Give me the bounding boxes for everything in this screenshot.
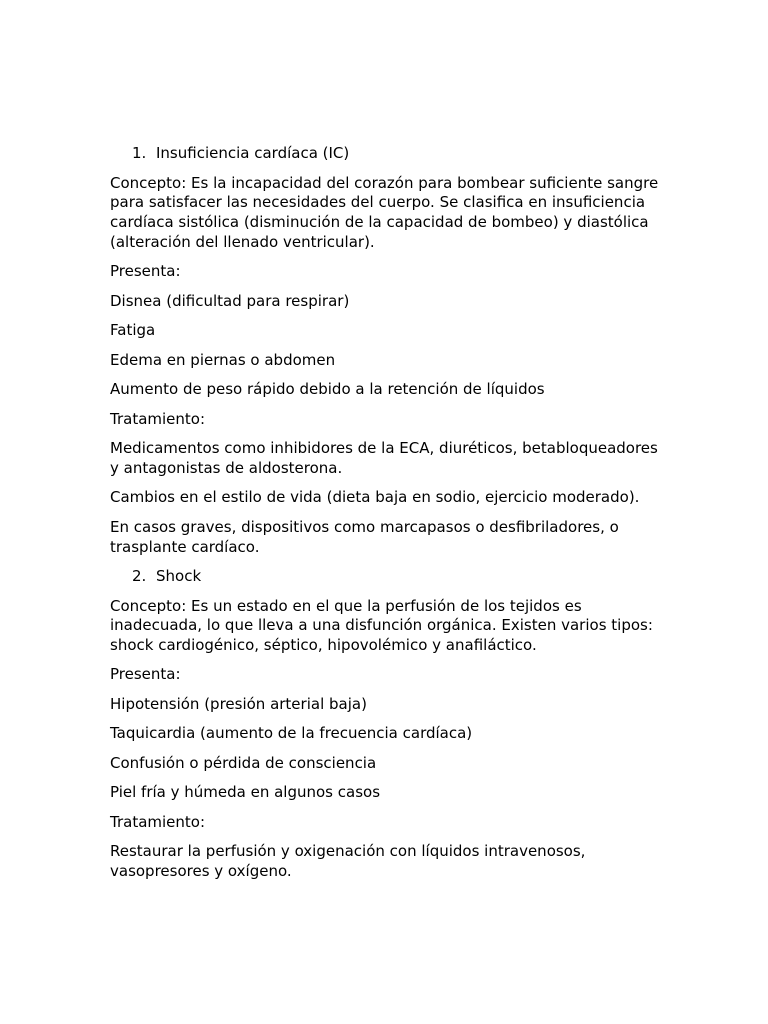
symptom-item: Hipotensión (presión arterial baja) — [110, 694, 367, 713]
section-heading — [110, 144, 660, 164]
list-number: 1. — [132, 144, 147, 162]
treatment-item: En casos graves, dispositivos como marcapasos o desfibriladores, o trasplante cardíaco. — [110, 517, 619, 556]
section-insuficiencia-cardiaca — [110, 144, 660, 557]
symptom-item: Fatiga — [110, 321, 156, 340]
section-title: Shock — [156, 567, 202, 586]
treatment-label: Tratamiento: — [110, 812, 206, 831]
symptom-item: Aumento de peso rápido debido a la retención de líquidos — [110, 380, 545, 399]
presenta-label: Presenta: — [110, 262, 181, 281]
symptom-item: Taquicardia (aumento de la frecuencia cardíaca) — [110, 724, 473, 743]
symptom-item: Piel fría y húmeda en algunos casos — [110, 783, 381, 802]
section-title: Insuficiencia cardíaca (IC) — [156, 144, 350, 162]
concept-paragraph: Concepto: Es un estado en el que la perfusión de los tejidos es inadecuada, lo que lleva a una disfunción orgánica. Existen varios tipos: shock cardiogénico, séptico, hipovolémico y anafiláctico. — [110, 596, 653, 654]
section-shock — [110, 567, 660, 882]
symptom-item: Edema en piernas o abdomen — [110, 350, 336, 369]
treatment-label: Tratamiento: — [110, 409, 206, 428]
presenta-label: Presenta: — [110, 665, 181, 684]
treatment-item: Restaurar la perfusión y oxigenación con líquidos intravenosos, vasopresores y oxígeno. — [110, 842, 586, 881]
treatment-item: Medicamentos como inhibidores de la ECA, diuréticos, betabloqueadores y antagonistas de aldosterona. — [110, 439, 658, 477]
symptom-item: Confusión o pérdida de consciencia — [110, 753, 377, 772]
treatment-item: Cambios en el estilo de vida (dieta baja en sodio, ejercicio moderado). — [110, 488, 640, 507]
section-heading — [110, 567, 660, 587]
list-number: 2. — [132, 567, 147, 586]
symptom-item: Disnea (dificultad para respirar) — [110, 291, 350, 310]
concept-paragraph: Concepto: Es la incapacidad del corazón para bombear suficiente sangre para satisfacer las necesidades del cuerpo. Se clasifica en insuficiencia cardíaca sistólica (disminución de la capacidad de bombeo) y diastólica (alteración del llenado ventricular). — [110, 173, 659, 251]
